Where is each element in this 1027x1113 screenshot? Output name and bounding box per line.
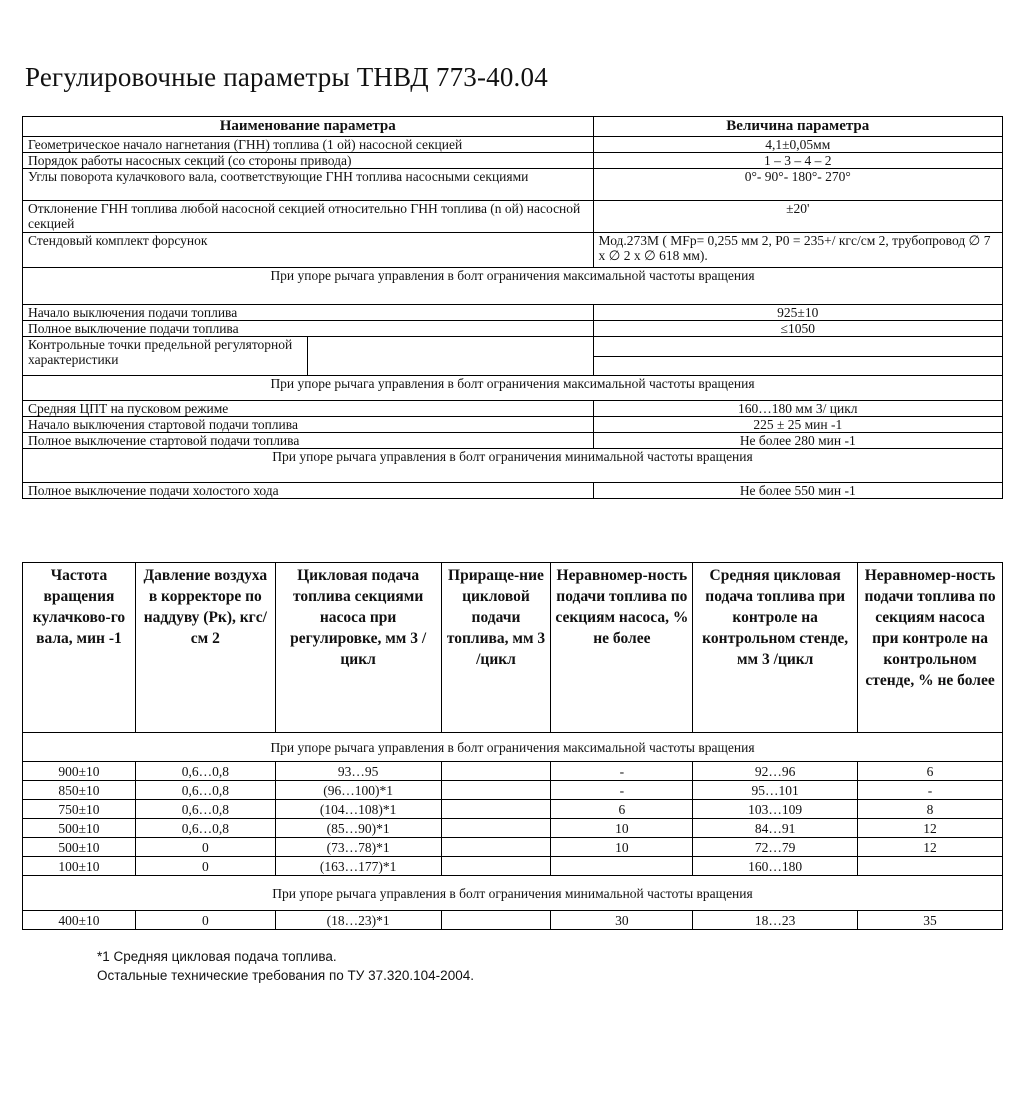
- parameters-table: [22, 116, 1003, 499]
- section-row: [23, 449, 1003, 483]
- empty-cell: [308, 337, 593, 375]
- table-cell: 500±10: [23, 819, 136, 838]
- page-title: Регулировочные параметры ТНВД 773-40.04: [25, 62, 548, 92]
- table-cell: [858, 857, 1003, 876]
- table-cell: 0,6…0,8: [135, 762, 275, 781]
- table-cell: 18…23: [693, 911, 858, 930]
- table-cell: [441, 819, 551, 838]
- section-label: При упоре рычага управления в болт ограничения минимальной частоты вращения: [23, 449, 1003, 483]
- column-header: Величина параметра: [593, 117, 1002, 137]
- table-cell: 0: [135, 838, 275, 857]
- section-row: [23, 268, 1003, 305]
- param-name: Отклонение ГНН топлива любой насосной секцией относительно ГНН топлива (n ой) насосной секцией: [23, 201, 594, 233]
- table-header-row: [23, 117, 1003, 137]
- section-label: При упоре рычага управления в болт ограничения минимальной частоты вращения: [23, 876, 1003, 911]
- table-row: [23, 153, 1003, 169]
- param-name: Углы поворота кулачкового вала, соответствующие ГНН топлива насосными секциями: [23, 169, 594, 201]
- param-name: Контрольные точки предельной регуляторной характеристики: [23, 337, 308, 375]
- param-value: 160…180 мм 3/ цикл: [593, 401, 1002, 417]
- table-cell: 12: [858, 838, 1003, 857]
- table-row: [23, 838, 1003, 857]
- footnote: *1 Средняя цикловая подача топлива.: [97, 949, 337, 964]
- table-cell: [441, 781, 551, 800]
- table-cell: (85…90)*1: [275, 819, 441, 838]
- section-row: [23, 876, 1003, 911]
- column-header: Частота вращения кулачково-го вала, мин -1: [23, 563, 136, 733]
- table-row: [23, 201, 1003, 233]
- param-value: Не более 550 мин -1: [593, 483, 1002, 499]
- section-row: [23, 376, 1003, 401]
- table-cell: 0: [135, 857, 275, 876]
- table-row: [23, 857, 1003, 876]
- table-cell: (73…78)*1: [275, 838, 441, 857]
- param-value: 225 ± 25 мин -1: [593, 417, 1002, 433]
- param-name: Полное выключение стартовой подачи топлива: [23, 433, 594, 449]
- table-cell: (18…23)*1: [275, 911, 441, 930]
- param-value: [594, 337, 1002, 357]
- table-row: [23, 233, 1003, 268]
- column-header: Давление воздуха в корректоре по наддуву (Pк), кгс/см 2: [135, 563, 275, 733]
- column-header: Средняя цикловая подача топлива при контроле на контрольном стенде, мм 3 /цикл: [693, 563, 858, 733]
- table-cell: [441, 800, 551, 819]
- table-row: [23, 169, 1003, 201]
- table-cell: 95…101: [693, 781, 858, 800]
- section-label: При упоре рычага управления в болт ограничения максимальной частоты вращения: [23, 376, 1003, 401]
- param-value: 0°- 90°- 180°- 270°: [593, 169, 1002, 201]
- param-value: 4,1±0,05мм: [593, 137, 1002, 153]
- param-value: Мод.273М ( MFp= 0,255 мм 2, P0 = 235+/ кгс/см 2, трубопровод ∅ 7 х ∅ 2 х ∅ 618 мм).: [593, 233, 1002, 268]
- table-cell: 10: [551, 838, 693, 857]
- param-name: Полное выключение подачи холостого хода: [23, 483, 594, 499]
- table-body: [23, 762, 1003, 876]
- param-value: 925±10: [593, 305, 1002, 321]
- table-row: [23, 762, 1003, 781]
- table-cell: 103…109: [693, 800, 858, 819]
- table-cell: [441, 857, 551, 876]
- column-header: Прираще-ние цикловой подачи топлива, мм 3 /цикл: [441, 563, 551, 733]
- param-value-cell: [593, 337, 1002, 376]
- table-cell: 6: [858, 762, 1003, 781]
- param-name: Порядок работы насосных секций (со стороны привода): [23, 153, 594, 169]
- table-row: [23, 401, 1003, 417]
- table-cell: 35: [858, 911, 1003, 930]
- table-row: [23, 781, 1003, 800]
- table-cell: (163…177)*1: [275, 857, 441, 876]
- table-row: [23, 321, 1003, 337]
- table-cell: 0,6…0,8: [135, 781, 275, 800]
- table-cell: [441, 911, 551, 930]
- table-cell: 84…91: [693, 819, 858, 838]
- table-row: [23, 433, 1003, 449]
- table-row: [23, 337, 1003, 376]
- table-header-row: [23, 563, 1003, 733]
- param-value: ≤1050: [593, 321, 1002, 337]
- table-row: [23, 137, 1003, 153]
- section-label: При упоре рычага управления в болт ограничения максимальной частоты вращения: [23, 733, 1003, 762]
- table-cell: 10: [551, 819, 693, 838]
- table-row: [23, 483, 1003, 499]
- fuel-delivery-table: [22, 562, 1003, 930]
- table-cell: 0,6…0,8: [135, 800, 275, 819]
- table-cell: 6: [551, 800, 693, 819]
- table-row: [23, 800, 1003, 819]
- table-cell: 30: [551, 911, 693, 930]
- param-name: Полное выключение подачи топлива: [23, 321, 594, 337]
- table-cell: 850±10: [23, 781, 136, 800]
- footnote: Остальные технические требования по ТУ 37.320.104-2004.: [97, 968, 474, 983]
- table-cell: (96…100)*1: [275, 781, 441, 800]
- param-name: Стендовый комплект форсунок: [23, 233, 594, 268]
- param-name: Начало выключения стартовой подачи топлива: [23, 417, 594, 433]
- section-row: [23, 733, 1003, 762]
- table-row: [23, 417, 1003, 433]
- table-cell: [441, 762, 551, 781]
- table-cell: [551, 857, 693, 876]
- table-cell: 72…79: [693, 838, 858, 857]
- table-cell: 100±10: [23, 857, 136, 876]
- param-name-cell: [23, 337, 594, 376]
- param-value: ±20': [593, 201, 1002, 233]
- table-row: [23, 819, 1003, 838]
- param-name: Геометрическое начало нагнетания (ГНН) топлива (1 ой) насосной секцией: [23, 137, 594, 153]
- table-cell: 93…95: [275, 762, 441, 781]
- column-header: Цикловая подача топлива секциями насоса при регулировке, мм 3 /цикл: [275, 563, 441, 733]
- table-cell: 0: [135, 911, 275, 930]
- table-cell: 92…96: [693, 762, 858, 781]
- column-header: Неравномер-ность подачи топлива по секциям насоса, % не более: [551, 563, 693, 733]
- table-cell: 900±10: [23, 762, 136, 781]
- table-cell: (104…108)*1: [275, 800, 441, 819]
- table-cell: 400±10: [23, 911, 136, 930]
- column-header: Наименование параметра: [23, 117, 594, 137]
- param-name: Начало выключения подачи топлива: [23, 305, 594, 321]
- table-cell: [441, 838, 551, 857]
- column-header: Неравномер-ность подачи топлива по секциям насоса при контроле на контрольном стенде, % не более: [858, 563, 1003, 733]
- section-label: При упоре рычага управления в болт ограничения максимальной частоты вращения: [23, 268, 1003, 305]
- footnotes: [97, 947, 474, 985]
- table-row: [23, 911, 1003, 930]
- table-body: [23, 911, 1003, 930]
- param-value: 1 – 3 – 4 – 2: [593, 153, 1002, 169]
- table-cell: 0,6…0,8: [135, 819, 275, 838]
- table-row: [23, 305, 1003, 321]
- param-name: Средняя ЦПТ на пусковом режиме: [23, 401, 594, 417]
- table-cell: -: [551, 781, 693, 800]
- table-cell: -: [551, 762, 693, 781]
- param-value: Не более 280 мин -1: [593, 433, 1002, 449]
- table-cell: 12: [858, 819, 1003, 838]
- table-cell: 160…180: [693, 857, 858, 876]
- table-cell: 500±10: [23, 838, 136, 857]
- table-cell: -: [858, 781, 1003, 800]
- table-cell: 750±10: [23, 800, 136, 819]
- table-cell: 8: [858, 800, 1003, 819]
